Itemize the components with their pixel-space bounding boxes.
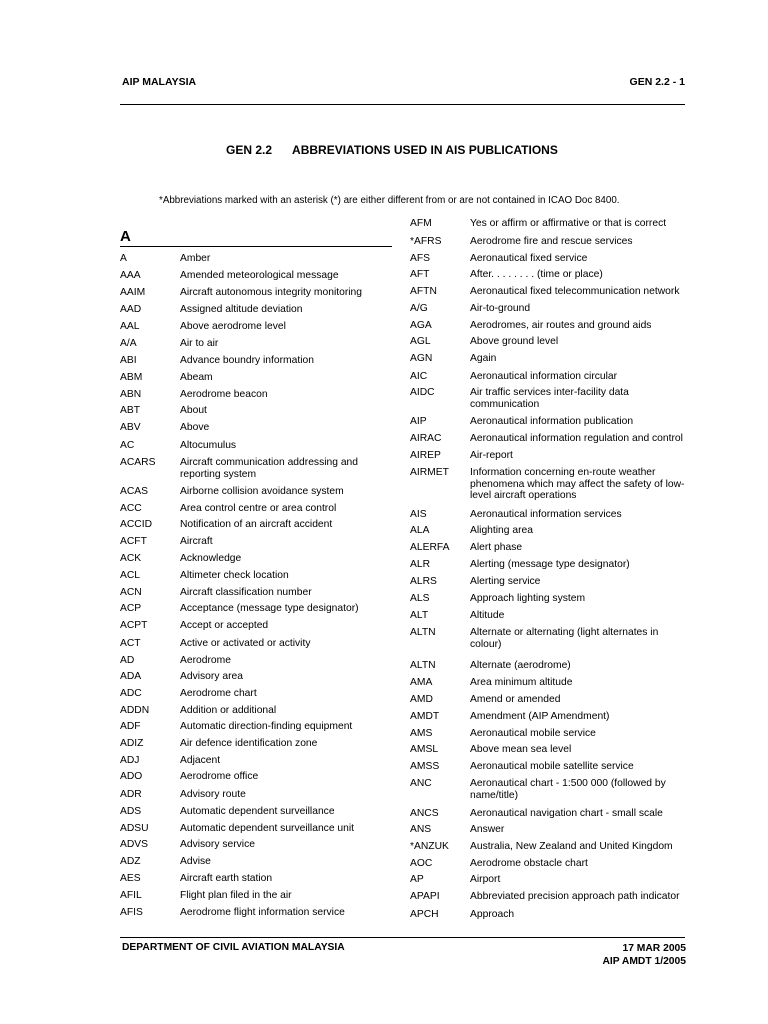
abbreviation-definition: Amendment (AIP Amendment)	[470, 711, 610, 722]
abbreviation-code: ACK	[120, 553, 142, 564]
abbreviation-definition: Aeronautical navigation chart - small scale	[470, 808, 663, 819]
abbreviation-code: ALR	[410, 559, 431, 570]
abbreviation-code: ACCID	[120, 519, 153, 530]
abbreviation-definition: Advise	[180, 856, 211, 867]
abbreviation-definition: Advance boundry information	[180, 355, 314, 366]
abbreviation-definition: About	[180, 405, 207, 416]
abbreviation-definition: Abbreviated precision approach path indicator	[470, 891, 680, 902]
abbreviation-code: ALERFA	[410, 542, 450, 553]
abbreviation-code: ACL	[120, 570, 141, 581]
abbreviation-code: AC	[120, 440, 135, 451]
abbreviation-code: ADA	[120, 671, 142, 682]
abbreviation-definition: Aeronautical fixed service	[470, 253, 588, 264]
abbreviation-definition: Aeronautical mobile satellite service	[470, 761, 634, 772]
abbreviation-definition: Airport	[470, 874, 501, 885]
abbreviation-code: AIC	[410, 371, 428, 382]
abbreviation-definition: Aircraft classification number	[180, 587, 312, 598]
abbreviation-definition: Aeronautical information regulation and control	[470, 433, 683, 444]
abbreviation-code: ALA	[410, 525, 430, 536]
abbreviation-code: *AFRS	[410, 236, 442, 247]
abbreviation-code: ADF	[120, 721, 141, 732]
abbreviation-definition: Active or activated or activity	[180, 638, 311, 649]
abbreviation-definition: Aeronautical chart - 1:500 000 (followed by name/title)	[470, 778, 666, 801]
abbreviation-definition: Air traffic services inter-facility data communication	[470, 387, 629, 410]
abbreviation-definition: Adjacent	[180, 755, 221, 766]
abbreviation-definition: Aerodrome office	[180, 771, 259, 782]
abbreviation-code: AMA	[410, 677, 433, 688]
abbreviation-code: ACARS	[120, 457, 156, 468]
abbreviation-code: AIP	[410, 416, 427, 427]
abbreviation-definition: Assigned altitude deviation	[180, 304, 303, 315]
abbreviation-code: ABI	[120, 355, 137, 366]
abbreviation-code: AFS	[410, 253, 431, 264]
abbreviation-code: ACFT	[120, 536, 147, 547]
abbreviation-definition: Air-to-ground	[470, 303, 531, 314]
abbreviation-code: ADIZ	[120, 738, 144, 749]
abbreviation-code: ADDN	[120, 705, 150, 716]
header-page-reference: GEN 2.2 - 1	[629, 76, 685, 88]
abbreviation-definition: Above	[180, 422, 210, 433]
abbreviation-code: AMDT	[410, 711, 440, 722]
abbreviation-definition: Aircraft	[180, 536, 213, 547]
abbreviation-definition: Aerodrome obstacle chart	[470, 858, 588, 869]
abbreviation-code: AMSL	[410, 744, 439, 755]
abbreviation-code: ADO	[120, 771, 143, 782]
abbreviation-definition: Amended meteorological message	[180, 270, 339, 281]
abbreviation-definition: Above aerodrome level	[180, 321, 286, 332]
abbreviation-code: AAD	[120, 304, 142, 315]
title-text: ABBREVIATIONS USED IN AIS PUBLICATIONS	[292, 143, 558, 157]
abbreviation-definition: Alerting (message type designator)	[470, 559, 630, 570]
abbreviation-code: ALTN	[410, 627, 436, 638]
abbreviation-code: A/G	[410, 303, 428, 314]
abbreviation-definition: Aeronautical information circular	[470, 371, 618, 382]
abbreviation-code: AIDC	[410, 387, 435, 398]
abbreviation-code: AAL	[120, 321, 140, 332]
abbreviation-definition: Above ground level	[470, 336, 559, 347]
abbreviation-code: ABM	[120, 372, 143, 383]
abbreviation-code: AAA	[120, 270, 141, 281]
abbreviation-definition: Australia, New Zealand and United Kingdom	[470, 841, 673, 852]
abbreviation-definition: Answer	[470, 824, 505, 835]
abbreviation-definition: Abeam	[180, 372, 213, 383]
abbreviation-definition: Air defence identification zone	[180, 738, 318, 749]
abbreviation-definition: Acceptance (message type designator)	[180, 603, 359, 614]
abbreviation-code: AD	[120, 655, 135, 666]
abbreviation-code: ABV	[120, 422, 141, 433]
abbreviation-code: ADSU	[120, 823, 149, 834]
abbreviation-code: AFIS	[120, 907, 143, 918]
abbreviation-code: ADC	[120, 688, 142, 699]
abbreviation-code: AFT	[410, 269, 430, 280]
abbreviation-code: AIRMET	[410, 467, 449, 478]
abbreviation-code: ADVS	[120, 839, 149, 850]
abbreviation-definition: After. . . . . . . . (time or place)	[470, 269, 603, 280]
footer-date: 17 MAR 2005	[622, 943, 686, 954]
abbreviation-code: A	[120, 253, 127, 264]
abbreviation-code: AGN	[410, 353, 433, 364]
abbreviation-definition: Air-report	[470, 450, 513, 461]
abbreviation-code: ANCS	[410, 808, 439, 819]
abbreviation-definition: Alerting service	[470, 576, 541, 587]
abbreviation-definition: Above mean sea level	[470, 744, 572, 755]
abbreviation-code: AGL	[410, 336, 431, 347]
abbreviation-definition: Alert phase	[470, 542, 523, 553]
abbreviation-definition: Amber	[180, 253, 211, 264]
abbreviation-code: ACAS	[120, 486, 149, 497]
footer-amendment: AIP AMDT 1/2005	[602, 956, 686, 967]
abbreviation-code: AIREP	[410, 450, 441, 461]
abbreviation-code: AFIL	[120, 890, 142, 901]
abbreviation-code: ACP	[120, 603, 142, 614]
header-publication-name: AIP MALAYSIA	[122, 76, 197, 88]
abbreviation-code: AGA	[410, 320, 432, 331]
abbreviation-code: AMS	[410, 728, 433, 739]
abbreviation-definition: Aerodrome chart	[180, 688, 257, 699]
abbreviation-definition: Advisory route	[180, 789, 246, 800]
abbreviation-definition: Approach	[470, 909, 515, 920]
abbreviation-definition: Air to air	[180, 338, 219, 349]
abbreviation-code: AOC	[410, 858, 433, 869]
abbreviation-definition: Area control centre or area control	[180, 503, 337, 514]
abbreviation-definition: Aeronautical information publication	[470, 416, 634, 427]
abbreviation-code: AFM	[410, 218, 432, 229]
abbreviation-definition: Automatic direction-finding equipment	[180, 721, 353, 732]
abbreviation-definition: Notification of an aircraft accident	[180, 519, 333, 530]
abbreviation-definition: Yes or affirm or affirmative or that is correct	[470, 218, 667, 229]
abbreviation-definition: Alternate (aerodrome)	[470, 660, 571, 671]
abbreviation-code: ABN	[120, 389, 142, 400]
abbreviation-definition: Information concerning en-route weather phenomena which may affect the safety of low-level aircraft operations	[470, 467, 685, 502]
abbreviation-definition: Area minimum altitude	[470, 677, 573, 688]
title-number: GEN 2.2	[226, 143, 273, 157]
abbreviation-definition: Altocumulus	[180, 440, 237, 451]
abbreviation-definition: Aeronautical mobile service	[470, 728, 596, 739]
abbreviation-definition: Aerodrome fire and rescue services	[470, 236, 633, 247]
abbreviation-definition: Altitude	[470, 610, 505, 621]
abbreviation-code: AES	[120, 873, 141, 884]
abbreviation-code: ACC	[120, 503, 142, 514]
footer-revision	[602, 942, 686, 968]
abbreviation-code: ALS	[410, 593, 430, 604]
abbreviation-definition: Aircraft communication addressing and reporting system	[180, 457, 358, 480]
abbreviation-definition: Advisory service	[180, 839, 255, 850]
abbreviation-code: *ANZUK	[410, 841, 449, 852]
abbreviation-definition: Automatic dependent surveillance	[180, 806, 335, 817]
abbreviation-code: AMD	[410, 694, 433, 705]
page-title	[226, 143, 558, 157]
abbreviation-definition: Acknowledge	[180, 553, 242, 564]
abbreviation-code: ADJ	[120, 755, 140, 766]
abbreviation-definition: Automatic dependent surveillance unit	[180, 823, 355, 834]
abbreviation-definition: Aircraft earth station	[180, 873, 273, 884]
abbreviation-code: ADR	[120, 789, 142, 800]
abbreviation-definition: Altimeter check location	[180, 570, 289, 581]
footer-department: DEPARTMENT OF CIVIL AVIATION MALAYSIA	[122, 942, 345, 953]
abbreviation-definition: Alighting area	[470, 525, 533, 536]
abbreviation-code: ACN	[120, 587, 142, 598]
abbreviation-code: A/A	[120, 338, 137, 349]
abbreviation-definition: Approach lighting system	[470, 593, 586, 604]
header-divider	[120, 104, 685, 105]
abbreviation-definition: Again	[470, 353, 497, 364]
abbreviation-code: AIS	[410, 509, 427, 520]
abbreviation-definition: Advisory area	[180, 671, 243, 682]
abbreviation-definition: Aircraft autonomous integrity monitoring	[180, 287, 362, 298]
abbreviation-definition: Aerodromes, air routes and ground aids	[470, 320, 652, 331]
abbreviation-definition: Aerodrome flight information service	[180, 907, 345, 918]
abbreviation-code: ACT	[120, 638, 141, 649]
abbreviation-definition: Aeronautical fixed telecommunication network	[470, 286, 680, 297]
abbreviation-code: ADS	[120, 806, 142, 817]
abbreviation-code: APAPI	[410, 891, 440, 902]
abbreviation-definition: Flight plan filed in the air	[180, 890, 292, 901]
abbreviation-definition: Accept or accepted	[180, 620, 269, 631]
section-divider	[120, 246, 392, 247]
abbreviation-definition: Alternate or alternating (light alternates in colour)	[470, 627, 659, 650]
abbreviation-code: ANS	[410, 824, 432, 835]
footer-divider	[120, 937, 685, 938]
abbreviation-definition: Airborne collision avoidance system	[180, 486, 344, 497]
abbreviation-code: APCH	[410, 909, 439, 920]
abbreviation-code: AMSS	[410, 761, 440, 772]
section-letter: A	[120, 228, 131, 245]
abbreviation-code: ALT	[410, 610, 429, 621]
abbreviation-code: ANC	[410, 778, 432, 789]
abbreviation-definition: Aerodrome	[180, 655, 231, 666]
abbreviation-code: ALRS	[410, 576, 437, 587]
abbreviation-definition: Addition or additional	[180, 705, 277, 716]
abbreviation-code: ABT	[120, 405, 141, 416]
abbreviation-code: ADZ	[120, 856, 141, 867]
abbreviation-code: ACPT	[120, 620, 148, 631]
abbreviation-definition: Aerodrome beacon	[180, 389, 268, 400]
abbreviation-code: ALTN	[410, 660, 436, 671]
abbreviation-code: AFTN	[410, 286, 437, 297]
abbreviation-code: AAIM	[120, 287, 146, 298]
abbreviation-code: AP	[410, 874, 424, 885]
abbreviation-definition: Aeronautical information services	[470, 509, 622, 520]
asterisk-note: *Abbreviations marked with an asterisk (*) are either different from or are not contained in ICAO Doc 8400.	[159, 195, 620, 206]
abbreviation-code: AIRAC	[410, 433, 442, 444]
abbreviation-definition: Amend or amended	[470, 694, 561, 705]
